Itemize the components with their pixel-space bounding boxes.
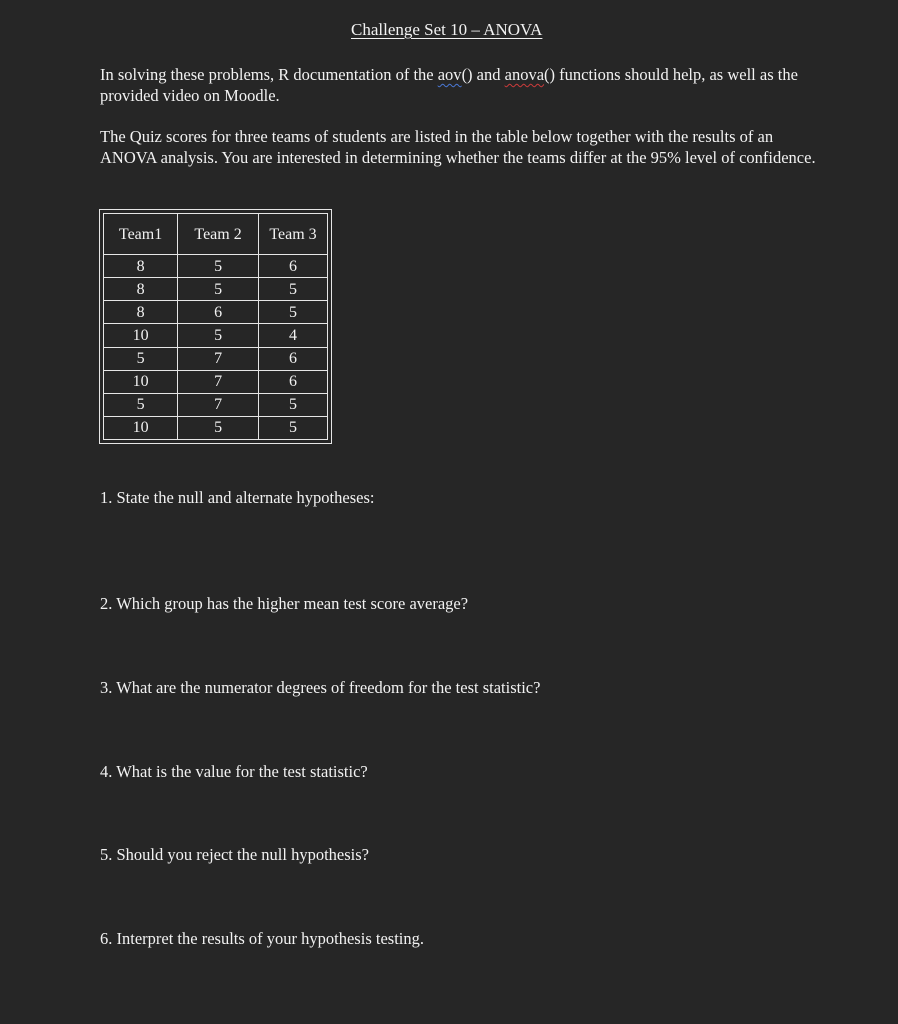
table-cell: 5: [178, 324, 259, 347]
table-cell: 5: [178, 278, 259, 301]
table-header-row: [104, 214, 328, 255]
table-cell: 5: [259, 393, 328, 416]
table-cell: 8: [104, 278, 178, 301]
table-cell: 5: [104, 347, 178, 370]
table-cell: 5: [259, 278, 328, 301]
table-row: [104, 393, 328, 416]
table-cell: 7: [178, 393, 259, 416]
table-row: [104, 301, 328, 324]
table-cell: 7: [178, 370, 259, 393]
question-5: 5. Should you reject the null hypothesis?: [100, 845, 370, 864]
table-row: [104, 255, 328, 278]
table-cell: 10: [104, 324, 178, 347]
table-cell: 5: [259, 301, 328, 324]
scores-table: [103, 213, 328, 440]
table-cell: 5: [259, 416, 328, 439]
intro-text-start: In solving these problems, R documentation of the: [100, 65, 438, 84]
table-cell: 5: [178, 255, 259, 278]
anova-function-name: anova: [504, 65, 545, 84]
table-row: [104, 416, 328, 439]
table-cell: 10: [104, 370, 178, 393]
table-cell: 5: [104, 393, 178, 416]
table-row: [104, 370, 328, 393]
question-6: 6. Interpret the results of your hypothesis testing.: [100, 929, 424, 948]
intro-text-end: () functions should help, as well as the provided video on Moodle.: [100, 65, 798, 105]
table-row: [104, 278, 328, 301]
table-cell: 8: [104, 255, 178, 278]
table-body: [104, 255, 328, 440]
table-cell: 6: [259, 347, 328, 370]
intro-text-between: () and: [461, 65, 505, 84]
table-cell: 5: [178, 416, 259, 439]
question-3: 3. What are the numerator degrees of freedom for the test statistic?: [100, 678, 541, 697]
column-header-team2: Team 2: [178, 214, 259, 255]
aov-function-name: aov: [437, 65, 462, 84]
question-1: 1. State the null and alternate hypotheses:: [100, 488, 375, 507]
table-cell: 10: [104, 416, 178, 439]
table-row: [104, 324, 328, 347]
table-cell: 6: [259, 370, 328, 393]
column-header-team3: Team 3: [259, 214, 328, 255]
page-title: Challenge Set 10 – ANOVA: [351, 20, 543, 39]
table-cell: 4: [259, 324, 328, 347]
table-row: [104, 347, 328, 370]
table-cell: 6: [178, 301, 259, 324]
question-4: 4. What is the value for the test statistic?: [100, 762, 368, 781]
intro-paragraph: [100, 64, 820, 106]
table-cell: 7: [178, 347, 259, 370]
question-2: 2. Which group has the higher mean test score average?: [100, 594, 469, 613]
description-paragraph: The Quiz scores for three teams of students are listed in the table below together with the results of an ANOVA analysis. You are interested in determining whether the teams differ at the 95% level of confidence.: [100, 127, 816, 167]
table-cell: 8: [104, 301, 178, 324]
table-cell: 6: [259, 255, 328, 278]
column-header-team1: Team1: [104, 214, 178, 255]
scores-table-frame: [99, 209, 332, 444]
